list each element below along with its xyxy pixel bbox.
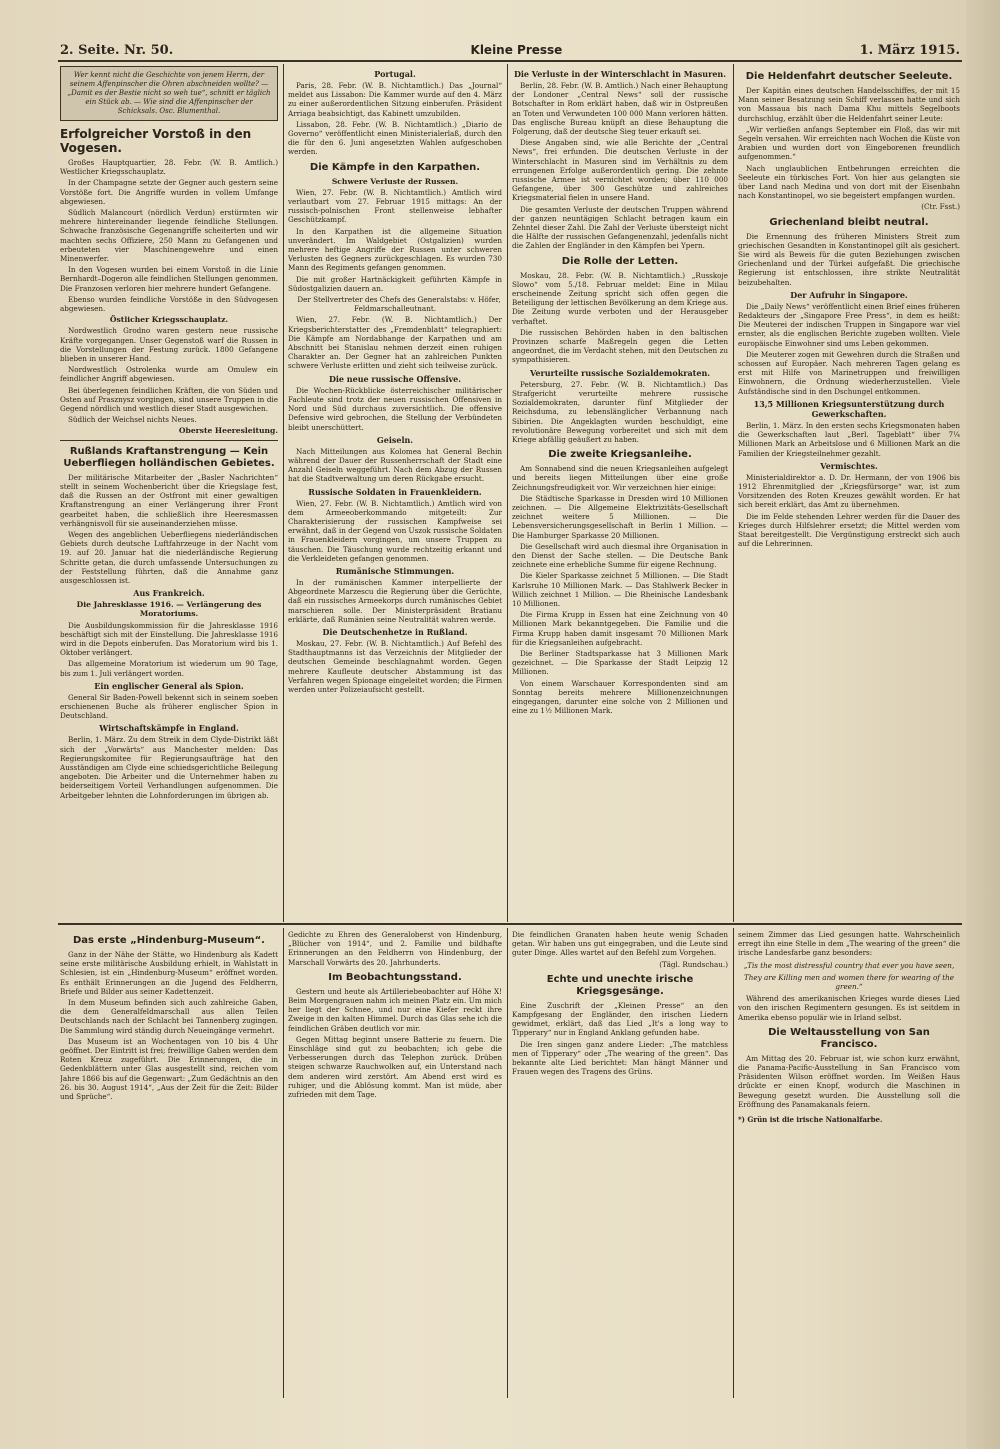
quote-text: Wer kennt nicht die Geschichte von jenem Herrn, der seinem Affenpinscher die Ohren abschneiden wollte? — „Damit es der Bestie nicht so weh tue“, schnitt er täglich ein Stück ab. — Wie sind die Affenpinscher der Schicksals. Osc. Blumenthal. — [67, 71, 271, 115]
paragraph: Die Städtische Sparkasse in Dresden wird 10 Millionen zeichnen. — Die Allgemeine Elektrizitäts-Gesellschaft zeichnet weitere 5 Millionen. — Die Lebensversicherungsgesellschaft in Berlin 1 Million. — Die Hamburger Sparkasse 20 Millionen. — [512, 493, 728, 540]
paragraph: In den Vogesen wurden bei einem Vorstoß in die Linie Bernhardt–Dogeron alle feindlichen Stellungen genommen. Die Franzosen verloren hier mehrere hundert Gefangene. — [60, 265, 278, 293]
source-note: (Ctr. Fsst.) — [921, 202, 960, 212]
headline: Die Weltausstellung von San Francisco. — [768, 1026, 930, 1050]
paragraph: Der Stellvertreter des Chefs des Generalstabs: v. Höfer, Feldmarschalleutnant. — [297, 295, 501, 314]
paragraph: Nach Mitteilungen aus Kolomea hat General Bechin während der Dauer der Russenherrschaft der Stadt eine Anzahl Geiseln weggeführt. Nach dem Abzug der Russen hat die Stadtverwaltung um deren Rückgabe ersucht. — [288, 446, 502, 484]
subheading: Schwere Verluste der Russen. — [331, 176, 459, 186]
bottom-column-3 — [512, 930, 728, 1396]
paragraph: Petersburg, 27. Febr. (W. B. Nichtamtlich.) Das Strafgericht verurteilte mehrere russische Sozialdemokraten, darunter fünf Mitglieder der Reichsduma, zu lebenslänglicher Verbannung nach Sibirien. Die Angeklagten wurden beschuldigt, eine revolutionäre Bewegung vorbereitet und sich mit dem Kriege abfällig geäußert zu haben. — [512, 379, 728, 444]
paragraph: seinem Zimmer das Lied gesungen hatte. Wahrscheinlich erregt ihn eine Stelle in dem „The wearing of the green“ die irische Landesfarbe ganz besonders: — [738, 930, 960, 958]
paragraph: Nach unglaublichen Entbehrungen erreichten die Seeleute ein türkisches Fort. Von hier aus gelangten sie über Land nach Medina und von dort mit der Eisenbahn nach Konstantinopel, wo sie begeistert empfangen wurden. — [738, 163, 960, 201]
paragraph: Berlin, 1. März. In den ersten sechs Kriegsmonaten haben die Gewerkschaften laut „Berl. Tageblatt“ über 7¼ Millionen Mark an Arbeitslose und 6 Millionen Mark an die Familien der Kriegsteilnehmer gezahlt. — [738, 420, 960, 458]
headline: Wirtschaftskämpfe in England. — [99, 723, 239, 734]
paragraph: Das Museum ist an Wochentagen von 10 bis 4 Uhr geöffnet. Der Eintritt ist frei; freiwillige Gaben werden dem Roten Kreuz zugeführt. Die Erinnerungen, die in Gedenkblättern unter Glas ausgestellt sind, reichen vom Jahre 1866 bis auf die Gegenwart: „Zum Gedächtnis an den 26. bis 30. August 1914“, „Aus der Zeit für die Zeit: Bilder und Sprüche“. — [60, 1036, 278, 1102]
paragraph: Die „Daily News“ veröffentlicht einen Brief eines früheren Redakteurs der „Singapore Free Press“, in dem es heißt: Die Meuterei der indischen Truppen in Singapore war viel ernster, als die englischen Berichte zugeben wollten. Viele europäische Einwohner sind ums Leben gekommen. — [738, 301, 960, 348]
paragraph: Die Gesellschaft wird auch diesmal ihre Organisation in den Dienst der Sache stellen. — Die Deutsche Bank zeichnete eine erhebliche Summe für eigene Rechnung. — [512, 541, 728, 570]
headline: Die Rolle der Letten. — [561, 255, 679, 267]
paragraph: Moskau, 27. Febr. (W. B. Nichtamtlich.) Auf Befehl des Stadthauptmanns ist das Verzeichnis der Mitglieder der deutschen Gemeinde beschlagnahmt worden. Gegen mehrere Kaufleute deutscher Abstammung ist das Verfahren wegen Spionage eingeleitet worden; die Firmen werden unter Polizeiaufsicht gestellt. — [288, 638, 502, 694]
paragraph: In der Champagne setzte der Gegner auch gestern seine Vorstöße fort. Die Angriffe wurden in vollem Umfange abgewiesen. — [60, 178, 278, 206]
paragraph: Wien, 27. Febr. (W. B. Nichtamtlich.) Amtlich wird von dem Armeeoberkommando mitgeteilt: Zur Charakterisierung der russischen Kampfweise sei erwähnt, daß in der Gegend von Uszok russische Soldaten in Frauenkleidern vorgingen, um unsere Truppen zu täuschen. Die Täuschung wurde rechtzeitig erkannt und die Verkleideten gefangen genommen. — [288, 498, 502, 563]
footnote: *) Grün ist die irische Nationalfarbe. — [738, 1115, 883, 1125]
paragraph: Eine Zuschrift der „Kleinen Presse“ an den Kampfgesang der Engländer, den irischen Liedern gewidmet, erklärt, daß das Lied „It's a long way to Tipperary“ nur in England Anklang gefunden habe. — [512, 1000, 728, 1038]
headline: Rumänische Stimmungen. — [335, 565, 455, 576]
paragraph: Die Iren singen ganz andere Lieder: „The matchless men of Tipperary“ oder „The wearing of the green“. Das bekannte alte Lied berichtet: Man hängt Männer und Frauen wegen des Tragens des Grüns. — [512, 1039, 728, 1077]
headline: Der Aufruhr in Singapore. — [790, 289, 908, 300]
paragraph: Die Wochen-Rückblicke österreichischer militärischer Fachleute sind trotz der neuen russischen Offensiven in Nord und Süd durchaus zuversichtlich. Die offensive Defensive wird gebrochen, die Stellung der Verbündeten bleibt unerschüttert. — [288, 385, 502, 432]
paragraph: Die Ernennung des früheren Ministers Streit zum griechischen Gesandten in Konstantinopel gilt als gesichert. Sie wird als Beweis für die guten Beziehungen zwischen Griechenland und der Türkei aufgefaßt. Die griechische Regierung ist entschlossen, ihre strikte Neutralität beizubehalten. — [738, 231, 960, 287]
paragraph: Ministerialdirektor a. D. Dr. Hermann, der von 1906 bis 1912 Ehrenmitglied der „Kriegsfürsorge“ war, ist zum Vorsitzenden des Roten Kreuzes gewählt worden. Er hat sich bereit erklärt, das Amt zu übernehmen. — [738, 472, 960, 510]
headline: Russische Soldaten in Frauenkleidern. — [308, 486, 482, 497]
paragraph: Die russischen Behörden haben in den baltischen Provinzen scharfe Maßregeln gegen die Letten angeordnet, die im Verdacht stehen, mit den Deutschen zu sympathisieren. — [512, 327, 728, 365]
paragraph: Südlich Malancourt (nördlich Verdun) erstürmten wir mehrere hintereinander liegende feindliche Stellungen. Schwache französische Gegenangriffe scheiterten und wir machten sechs Offiziere, 250 Mann zu Gefangenen und erbeuteten vier Maschinengewehre und einen Minenwerfer. — [60, 208, 278, 264]
headline: Geiseln. — [376, 434, 414, 445]
paragraph: Wien, 27. Febr. (W. B. Nichtamtlich.) Der Kriegsberichterstatter des „Fremdenblatt“ telegraphiert: Die Kämpfe am Nordabhange der Karpathen und am Abschnitt bei Stanislau nehmen derzeit einen ruhigen Charakter an. Der Gegner hat an zahlreichen Punkten schwere Verluste erlitten und zieht sich teilweise zurück. — [288, 315, 502, 371]
headline: Die neue russische Offensive. — [328, 373, 462, 384]
headline: Das erste „Hindenburg-Museum“. — [73, 935, 265, 946]
paragraph: Die mit großer Hartnäckigkeit geführten Kämpfe in Südostgalizien dauern an. — [288, 274, 502, 293]
paragraph: Gegen Mittag beginnt unsere Batterie zu feuern. Die Einschläge sind gut zu beobachten; ich gebe die Verbesserungen durch das Telephon zurück. Drüben steigen schwarze Rauchwolken auf, ein Unterstand nach dem anderen wird zerstört. Am Abend erst wird es ruhiger, und die Ablösung kommt. Man ist müde, aber zufrieden mit dem Tage. — [288, 1034, 502, 1100]
paragraph: Das allgemeine Moratorium ist wiederum um 90 Tage, bis zum 1. Juli verlängert worden. — [60, 659, 278, 678]
paragraph: Wien, 27. Febr. (W. B. Nichtamtlich.) Amtlich wird verlautbart vom 27. Februar 1915 mittags: An der russisch-polnischen Front stellenweise lebhafter Geschützkampf. — [288, 187, 502, 225]
paragraph: Der Kapitän eines deutschen Handelsschiffes, der mit 15 Mann seiner Besatzung sein Schiff verlassen hatte und sich von Massaua bis nach Dama Khu mittels Segelboots durchschlug, erzählt über die Heldenfahrt seiner Leute: — [738, 86, 960, 123]
paragraph: Wegen des angeblichen Ueberfliegens niederländischen Gebiets durch deutsche Luftfahrzeuge in der Nacht vom 19. auf 20. Januar hat die niederländische Regierung Schritte getan, die durch umfassende Untersuchungen zu der Feststellung führten, daß die Annahme ganz ausgeschlossen ist. — [60, 529, 278, 585]
headline: 13,5 Millionen Kriegsunterstützung durch Gewerkschaften. — [753, 398, 945, 419]
paragraph: Der militärische Mitarbeiter der „Basler Nachrichten“ stellt in seinem Wochenbericht über die Kriegslage fest, daß die Russen an der Ostfront mit einer gewaltigen Kraftanstrengung an einer Verlängerung ihrer Front gearbeitet haben, die schließlich ihre Heeresmassen verhängnisvoll für sie auseinanderziehen müsse. — [60, 472, 278, 528]
paragraph: Die im Felde stehenden Lehrer werden für die Dauer des Krieges durch Hilfslehrer ersetzt; die Mittel werden vom Staat bereitgestellt. Die Vergünstigung erstreckt sich auch auf die Lehrerinnen. — [738, 511, 960, 549]
column-rule — [733, 64, 734, 922]
paragraph: Die feindlichen Granaten haben heute wenig Schaden getan. Wir haben uns gut eingegraben, und die Leute sind guter Dinge. Alles wartet auf den Befehl zum Vorgehen. — [512, 930, 728, 958]
bottom-column-4 — [738, 930, 960, 1396]
column-rule — [507, 64, 508, 922]
paragraph: Die Ausbildungskommission für die Jahresklasse 1916 beschäftigt sich mit der Einstellung. Die Jahresklasse 1916 wird in die Depots einberufen. Das Moratorium wird bis 1. Oktober verlängert. — [60, 620, 278, 658]
paragraph: Nordwestlich Grodno waren gestern neue russische Kräfte vorgegangen. Unser Gegenstoß warf die Russen in die Vorstellungen der Festung zurück. 1800 Gefangene blieben in unserer Hand. — [60, 326, 278, 364]
paragraph: Die Berliner Stadtsparkasse hat 3 Millionen Mark gezeichnet. — Die Sparkasse der Stadt Leipzig 12 Millionen. — [512, 648, 728, 677]
headline: Die Deutschenhetze in Rußland. — [322, 626, 468, 637]
paragraph: Ganz in der Nähe der Stätte, wo Hindenburg als Kadett seine erste militärische Ausbildung erhielt, in Wahlstatt in Schlesien, ist ein „Hindenburg-Museum“ eröffnet worden. Es enthält Erinnerungen an die Jugend des Feldherrn, Briefe und Bilder aus seiner Kadettenzeit. — [60, 950, 278, 996]
paragraph: Diese Angaben sind, wie alle Berichte der „Central News“, frei erfunden. Die deutschen Verluste in der Winterschlacht in Masuren sind im Verhältnis zu dem errungenen Erfolge außerordentlich gering. Die zehnte russische Armee ist vernichtet worden; über 110 000 Gefangene, über 300 Geschütze und zahlreiches Kriegsmaterial fielen in unsere Hand. — [512, 138, 728, 203]
section-rule — [58, 923, 962, 925]
paragraph: Berlin, 28. Febr. (W. B. Amtlich.) Nach einer Behauptung der Londoner „Central News“ soll der russische Botschafter in Rom erklärt haben, daß wir in Ostpreußen an Toten und Verwundeten 100 000 Mann verloren hätten. Das englische Bureau knüpft an diese Behauptung die Folgerung, daß der deutsche Sieg teuer erkauft sei. — [512, 81, 728, 137]
headline: Portugal. — [374, 69, 416, 79]
headline: Griechenland bleibt neutral. — [769, 216, 929, 228]
paragraph: Während des amerikanischen Krieges wurde dieses Lied von den irischen Regimentern gesungen. Es ist seitdem in Amerika ebenso populär wie in Irland selbst. — [738, 994, 960, 1022]
paragraph: In dem Museum befinden sich auch zahlreiche Gaben, die dem Generalfeldmarschall aus allen Teilen Deutschlands nach der Schlacht bei Tannenberg zugingen. Die Sammlung wird ständig durch Neueingänge vermehrt. — [60, 998, 278, 1035]
headline: Erfolgreicher Vorstoß in den Vogesen. — [60, 127, 252, 155]
page-header — [60, 40, 960, 60]
headline: Vermischtes. — [820, 460, 878, 471]
paragraph: Gedichte zu Ehren des Generaloberst von Hindenburg, „Blücher von 1914“, und 2. Familie und bildhafte Erinnerungen an den Feldherrn von Hindenburg, der Marschall Vorwärts des 20. Jahrhunderts. — [288, 930, 502, 967]
headline: Die zweite Kriegsanleihe. — [548, 449, 692, 461]
headline: Rußlands Kraftanstrengung — Kein Ueberfliegen holländischen Gebietes. — [63, 445, 275, 469]
paragraph: Bei überlegenen feindlichen Kräften, die von Süden und Osten auf Prasznysz vorgingen, sind unsere Truppen in die Gegend nördlich und westlich dieser Stadt ausgewichen. — [60, 385, 278, 414]
column-2 — [288, 66, 502, 921]
column-3 — [512, 66, 728, 921]
paragraph: Am Mittag des 20. Februar ist, wie schon kurz erwähnt, die Panama-Pacific-Ausstellung in San Francisco vom Präsidenten Wilson eröffnet worden. Im Weißen Haus drückte er einen Knopf, wodurch die Maschinen in Bewegung gesetzt wurden. Die Ausstellung soll die Eröffnung des Panamakanals feiern. — [738, 1053, 960, 1109]
divider — [60, 440, 278, 441]
paragraph: General Sir Baden-Powell bekennt sich in seinem soeben erschienenen Buche als früherer englischer Spion in Deutschland. — [60, 692, 278, 721]
paragraph: Ebenso wurden feindliche Vorstöße in den Südvogesen abgewiesen. — [60, 294, 278, 314]
headline: Ein englischer General als Spion. — [94, 680, 244, 691]
headline: Die Verluste in der Winterschlacht in Masuren. — [513, 69, 727, 79]
bottom-column-1 — [60, 930, 278, 1396]
headline: Echte und unechte irische Kriegsgesänge. — [546, 973, 694, 997]
paragraph: Von einem Warschauer Korrespondenten sind am Sonntag bereits mehrere Millionenzeichnungen eingegangen, darunter eine solche von 2 Millionen und eine zu 1½ Millionen Mark. — [512, 678, 728, 716]
header-rule — [58, 60, 962, 62]
column-rule — [283, 64, 284, 922]
issue-date: 1. März 1915. — [859, 42, 960, 58]
paragraph: In den Karpathen ist die allgemeine Situation unverändert. Im Waldgebiet (Ostgalizien) wurden mehrere heftige Angriffe der Russen unter schweren Verlusten des Gegners zurückgeschlagen. Es wurden 730 Mann des Regiments gefangen genommen. — [288, 226, 502, 273]
paragraph: Die Firma Krupp in Essen hat eine Zeichnung von 40 Millionen Mark bekanntgegeben. Die Familie und die Firma Krupp haben damit insgesamt 70 Millionen Mark für die Kriegsanleihen aufgebracht. — [512, 610, 728, 647]
column-rule — [283, 928, 284, 1398]
paragraph: Moskau, 28. Febr. (W. B. Nichtamtlich.) „Russkoje Slowo“ vom 5./18. Februar meldet: Eine in Milau erscheinende Zeitung spricht sich offen gegen die Beteiligung der lettischen Bevölkerung an dem Kriege aus. Die Zeitung wurde verboten und der Herausgeber verhaftet. — [512, 270, 728, 326]
paragraph: „Wir verließen anfangs September ein Floß, das wir mit Segeln versahen. Wir erreichten nach Wochen die Küste von Arabien und wurden dort von Eingeborenen freundlich aufgenommen.“ — [738, 124, 960, 162]
song-quote: „Tis the most distressful country that ever you have seen, — [743, 960, 955, 970]
paragraph: Großes Hauptquartier, 28. Febr. (W. B. Amtlich.) Westlicher Kriegsschauplatz. — [60, 158, 278, 177]
column-1 — [60, 66, 278, 921]
column-rule — [733, 928, 734, 1398]
subheading: Die Jahresklasse 1916. — Verlängerung des Moratoriums. — [76, 600, 262, 619]
paper-title: Kleine Presse — [470, 43, 563, 57]
paragraph: In der rumänischen Kammer interpellierte der Abgeordnete Marzescu die Regierung über die Gerüchte, daß ein russisches Armeekorps durch rumänisches Gebiet marschieren solle. Der Ministerpräsident Bratianu erklärte, daß Rumänien seine Neutralität wahren werde. — [288, 577, 502, 624]
quote-box — [60, 66, 278, 121]
column-rule — [507, 928, 508, 1398]
column-4 — [738, 66, 960, 921]
bottom-column-2 — [288, 930, 502, 1396]
headline: Aus Frankreich. — [133, 588, 205, 599]
headline: Im Beobachtungsstand. — [328, 971, 462, 983]
song-quote: They are Killing men and women there for wearing of the green.“ — [743, 972, 955, 992]
headline: Verurteilte russische Sozialdemokraten. — [529, 367, 711, 378]
page-edge — [966, 0, 1000, 1449]
paragraph: Lissabon, 28. Febr. (W. B. Nichtamtlich.) „Diario de Governo“ veröffentlicht einen Ministerialerlaß, durch den die für den 6. Juni angesetzten Wahlen aufgeschoben werden. — [288, 119, 502, 157]
paragraph: Nordwestlich Ostrolenka wurde am Omulew ein feindlicher Angriff abgewiesen. — [60, 365, 278, 384]
signature: Oberste Heeresleitung. — [178, 426, 278, 436]
source-note: (Tägl. Rundschau.) — [659, 959, 728, 969]
paragraph: Die gesamten Verluste der deutschen Truppen während der ganzen neuntägigen Schlacht betragen kaum ein Zehntel dieser Zahl. Die Zahl der Verluste übersteigt nicht die Hälfte der russischen Gefangenenzahl, jedenfalls nicht die Zahlen der Engländer in den Kämpfen bei Ypern. — [512, 204, 728, 251]
page-number: 2. Seite. Nr. 50. — [60, 42, 174, 58]
subheading: Östlicher Kriegsschauplatz. — [109, 315, 229, 325]
paragraph: Die Meuterer zogen mit Gewehren durch die Straßen und schossen auf Europäer. Nach mehreren Tagen gelang es erst mit Hilfe von Marinetruppen und freiwilligen Einwohnern, die Ordnung wiederherzustellen. Viele Aufständische sind in den Dschungel entkommen. — [738, 349, 960, 396]
paragraph: Berlin, 1. März. Zu dem Streik in dem Clyde-Distrikt läßt sich der „Vorwärts“ aus Manchester melden: Das Regierungskomitee für Regierungsaufträge hat den Ausständigen am Clyde eine schiedsgerichtliche Beilegung angeboten. Die Arbeiter und die Unternehmer haben zu beiderseitigem Vorteil Verhandlungen aufgenommen. Die Arbeitgeber lehnten die Lohnforderungen im übrigen ab. — [60, 735, 278, 800]
paragraph: Südlich der Weichsel nichts Neues. — [68, 415, 197, 425]
paragraph: Am Sonnabend sind die neuen Kriegsanleihen aufgelegt und bereits liegen Mitteilungen über eine große Zeichnungsfreudigkeit vor. Wir verzeichnen hier einige: — [512, 464, 728, 492]
paragraph: Paris, 28. Febr. (W. B. Nichtamtlich.) Das „Journal“ meldet aus Lissabon: Die Kammer wurde auf den 4. März zu einer außerordentlichen Sitzung einberufen. Präsident Arriaga beabsichtigt, das Kabinett umzubilden. — [288, 81, 502, 118]
paragraph: Gestern und heute als Artilleriebeobachter auf Höhe X! Beim Morgengrauen nahm ich meinen Platz ein. Um mich her liegt der Schnee, und nur eine Kiefer reckt ihre Zweige in den kalten Himmel. Durch das Glas sehe ich die feindlichen Gräben deutlich vor mir. — [288, 986, 502, 1033]
headline: Die Heldenfahrt deutscher Seeleute. — [745, 71, 953, 82]
paragraph: Die Kieler Sparkasse zeichnet 5 Millionen. — Die Stadt Karlsruhe 10 Millionen Mark. — Das Stahlwerk Becker in Willich zeichnet 1 Million. — Die Rheinische Landesbank 10 Millionen. — [512, 571, 728, 608]
headline: Die Kämpfe in den Karpathen. — [309, 161, 481, 173]
